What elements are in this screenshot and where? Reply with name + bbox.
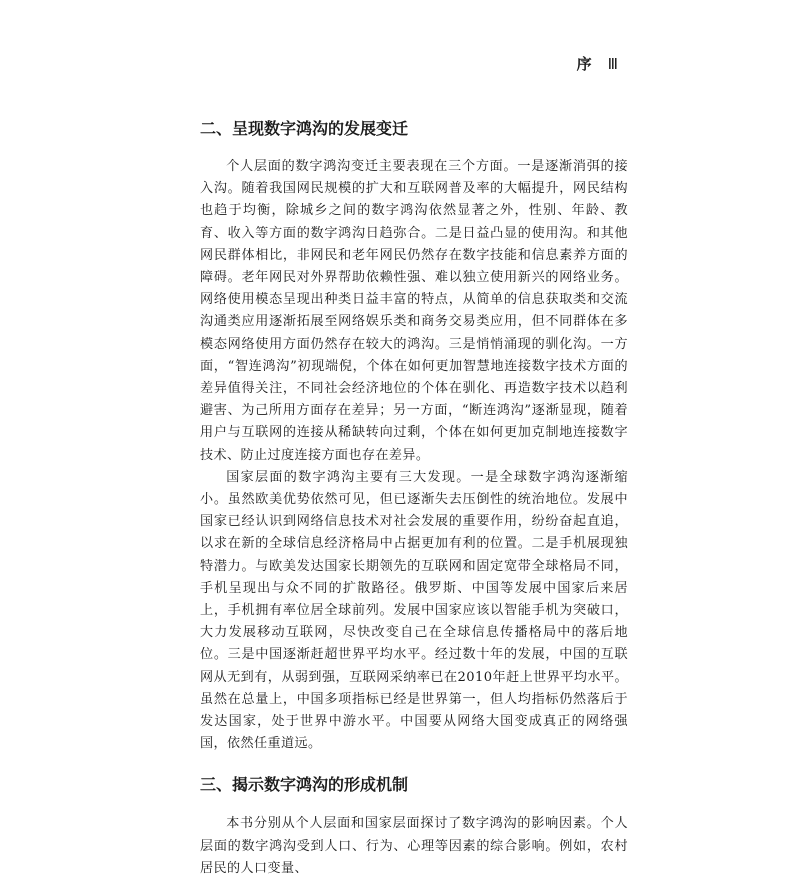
paragraph: 个人层面的数字鸿沟变迁主要表现在三个方面。一是逐渐消弭的接入沟。随着我国网民规模的扩大和互联网普及率的大幅提升，网民结构也趋于均衡，除城乡之间的数字鸿沟依然显著之外，性别、年龄、教育、收入等方面的数字鸿沟日趋弥合。二是日益凸显的使用沟。和其他网民群体相比，非网民和老年网民仍然存在数字技能和信息素养方面的障碍。老年网民对外界帮助依赖性强、难以独立使用新兴的网络业务。网络使用模态呈现出种类日益丰富的特点，从简单的信息获取类和交流沟通类应用逐渐拓展至网络娱乐类和商务交易类应用，但不同群体在多模态网络使用方面仍然存在较大的鸿沟。三是悄悄涌现的驯化沟。一方面，“智连鸿沟”初现端倪，个体在如何更加智慧地连接数字技术方面的差异值得关注，不同社会经济地位的个体在驯化、再造数字技术以趋利避害、为己所用方面存在差异；另一方面，“断连鸿沟”逐渐显现，随着用户与互联网的连接从稀缺转向过剩，个体在如何更加克制地连接数字技术、防止过度连接方面也存在差异。 <box>200 159 628 463</box>
page-number: Ⅲ <box>607 55 618 73</box>
section-heading: 三、揭示数字鸿沟的形成机制 <box>200 775 409 795</box>
section-heading: 二、呈现数字鸿沟的发展变迁 <box>200 119 409 138</box>
paragraph: 本书分别从个人层面和国家层面探讨了数字鸿沟的影响因素。个人层面的数字鸿沟受到人口、行为、心理等因素的综合影响。例如，农村居民的人口变量、 <box>200 816 628 876</box>
body-text <box>200 117 628 880</box>
paragraph: 国家层面的数字鸿沟主要有三大发现。一是全球数字鸿沟逐渐缩小。虽然欧美优势依然可见，但已逐渐失去压倒性的统治地位。发展中国家已经认识到网络信息技术对社会发展的重要作用，纷纷奋起直追，以求在新的全球信息经济格局中占据更加有利的位置。二是手机展现独特潜力。与欧美发达国家长期领先的互联网和固定宽带全球格局不同，手机呈现出与众不同的扩散路径。俄罗斯、中国等发展中国家后来居上，手机拥有率位居全球前列。发展中国家应该以智能手机为突破口，大力发展移动互联网，尽快改变自己在全球信息传播格局中的落后地位。三是中国逐渐赶超世界平均水平。经过数十年的发展，中国的互联网从无到有，从弱到强，互联网采纳率已在2010年赶上世界平均水平。虽然在总量上，中国多项指标已经是世界第一，但人均指标仍然落后于发达国家，处于世界中游水平。中国要从网络大国变成真正的网络强国，依然任重道远。 <box>200 469 628 752</box>
running-head-label: 序 <box>576 55 594 73</box>
running-head <box>577 53 618 74</box>
